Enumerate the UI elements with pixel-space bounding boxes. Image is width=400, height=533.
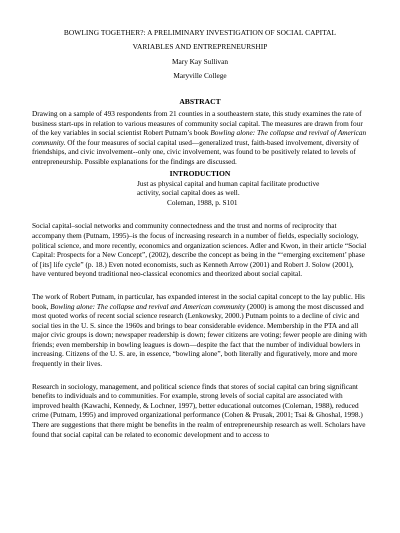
abstract-text-2: Of the four measures of social capital used—generalized trust, faith-based involvement, diversity of friendships, and civic involvement--only one, civic involvement, was found to be positively related to levels of entrepreneurship. Possible explanations for the findings are discussed. (32, 137, 360, 166)
body-paragraph-3: Research in sociology, management, and political science finds that stores of social capital can bring significant benefits to individuals and to communities. For example, strong levels of social capital are associated with improved health (Kawachi, Kennedy, & Lochner, 1997), better educational outcomes (Coleman, 1988), reduced crime (Putnam, 1995) and improved organizational performance (Cohen & Prusak, 2001; Tsai & Ghoshal, 1998.) There are suggestions that there might be benefits in the realm of entrepreneurship research as well. Scholars have found that social capital can be related to economic development and to access to (32, 381, 366, 439)
epigraph-quote: Just as physical capital and human capital facilitate productive activity, social capital does as well. (137, 178, 320, 198)
p2-text-b: (2000) is among the most discussed and most quoted works of recent social science research (Lenkowsky, 2000.) Putnam points to a decline of civic and social ties in the U. S. since the 1960s and brings to bear considerable evidence. Membership in the PTA and all major civic groups is down; newspaper readership is down; fewer citizens are voting; fewer people are dining with friends; even membership in bowling leagues is down—despite the fact that the number of individual bowlers in increasing. Citizens of the U. S. are, in essence, “bowling alone”, both literally and figuratively, more and more frequently in their lives. (32, 301, 367, 369)
abstract-paragraph (32, 109, 368, 167)
p2-text-a: The work of Robert Putnam, in particular, has expanded interest in the social capital concept to the lay public. His book, (32, 291, 365, 311)
abstract-text: Drawing on a sample of 493 respondents from 21 counties in a southeastern state, this study examines the rate of business start-ups in relation to various measures of community social capital. The measures are drawn from four of the key variables in social scientist Robert Putnam’s book (32, 109, 363, 138)
author-name: Mary Kay Sullivan (172, 57, 228, 66)
p2-book-title: Bowling alone: The collapse and revival and American community (50, 301, 246, 311)
epigraph-citation: Coleman, 1988, p. S101 (167, 197, 238, 207)
introduction-heading: INTRODUCTION (169, 168, 231, 178)
paper-title (32, 26, 368, 53)
body-paragraph-2 (32, 292, 368, 369)
author-affiliation: Maryville College (173, 70, 227, 80)
abstract-heading: ABSTRACT (179, 97, 221, 106)
abstract-book-title: Bowling alone: The collapse and revival of American community. (32, 128, 367, 147)
title-line-2: VARIABLES AND ENTREPRENEURSHIP (132, 41, 268, 51)
title-line-1: BOWLING TOGETHER?: A PRELIMINARY INVESTIGATION OF SOCIAL CAPITAL (63, 28, 337, 37)
body-paragraph-1: Social capital–social networks and community connectedness and the trust and norms of reciprocity that accompany them (Putnam, 1995)–is the focus of increasing research in a number of fields, especially sociology, political science, and more recently, economics and organization sciences. Adler and Kwon, in their article “Social Capital: Prospects for a New Concept”, (2002), describe the concept as being in the “‘emerging excitement’ phase of [its] life cycle” (p. 18.) Even noted economists, such as Kenneth Arrow (2001) and Robert J. Solow (2001), have ventured beyond traditional neo-classical economics and theorized about social capital. (32, 221, 367, 279)
epigraph (137, 179, 337, 208)
